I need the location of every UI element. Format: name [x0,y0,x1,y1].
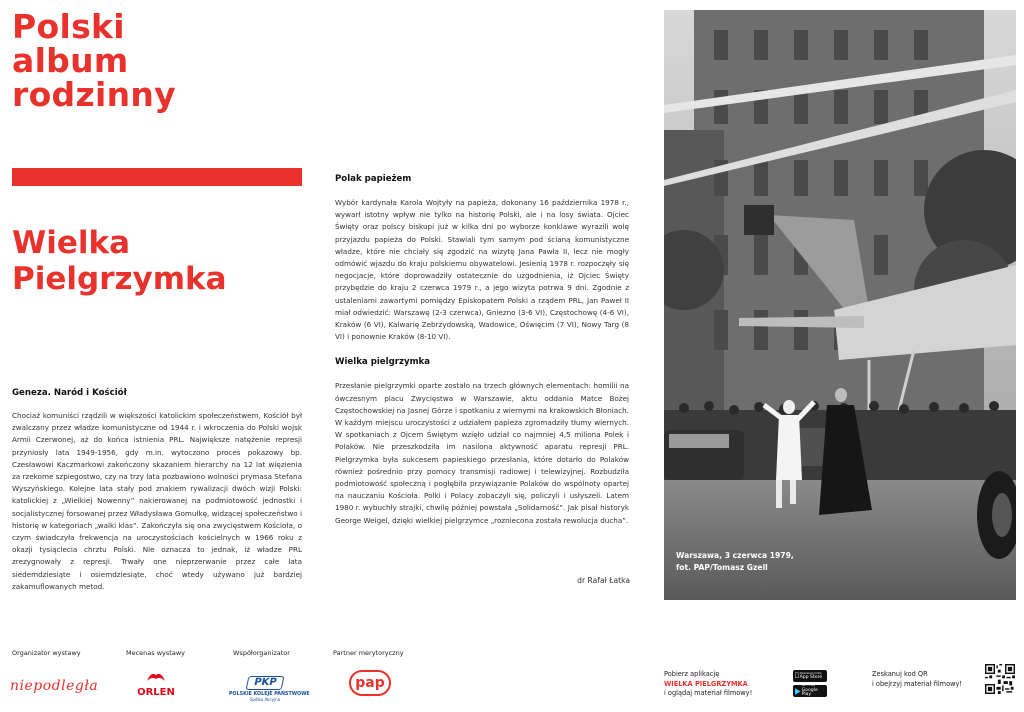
pkp-fullname: POLSKIE KOLEJE PAŃSTWOWE [229,692,310,697]
middle-column [335,174,629,541]
orlen-wordmark: ORLEN [137,687,175,698]
pkp-emblem: PKP [245,676,284,690]
app-promo-line1: Pobierz aplikację [664,670,720,678]
qr-promo-line2: i obejrzyj materiał filmowy! [872,679,963,688]
red-divider-bar [12,168,302,186]
app-promo-line3: i oglądaj materiał filmowy! [664,689,753,697]
pkp-logo [229,670,310,702]
google-play-text: Google Play [801,687,818,698]
pkp-company: Spółka Akcyjna [249,697,281,702]
niepodlegla-logo: niepodległa [10,678,99,694]
exhibition-title: Wielka Pielgrzymka [12,225,227,297]
patron-label: Mecenas wystawy [126,649,185,657]
orlen-logo [134,668,178,698]
historical-photo [664,10,1016,600]
app-store-small-text: Download on the [796,671,819,675]
pole-pope-heading: Polak papieżem [335,174,412,184]
eagle-icon [145,669,167,683]
app-name: WIELKA PIELGRZYMKA [664,679,748,688]
genesis-section [12,388,302,593]
app-store-badge[interactable] [793,670,827,682]
play-icon [795,688,801,695]
pilgrimage-heading: Wielka pielgrzymka [335,357,431,368]
pap-wordmark: pap [355,675,385,691]
qr-promo-line1: Zeskanuj kod QR [872,670,928,678]
pilgrimage-text: Przesłanie pielgrzymki oparte zostało na trzech głównych elementach: homilii na ówczesnym placu Zwycięstwa w Warszawie, aktu oddania Matce Bożej Częstochowskiej na Jasnej Górze i spotkaniu z wiernymi na krakowskich Błoniach. W każdym miejscu uroczystości z udziałem papieża zgromadziły tłumy wiernych. W spotkaniach z Ojcem Świętym wzięło udział co najmniej 4,5 miliona Polek i Polaków. Nie przeszkodziła im nasilona aktywność aparatu represji PRL. Pielgrzymka była sukcesem papieskiego przesłania, które dotarło do Polaków również pośrednio przy pomocy transmisji radiowej i telewizyjnej. Rozbudziła podmiotowość społeczną i pogłębiła przywiązanie Polaków do wspólnoty opartej na nauczaniu Kościoła. Polki i Polacy zobaczyli się, policzyli i usłyszeli. Latem 1980 r. wybuchły strajki, chwilę później powstała „Solidarność”. Jak pisał historyk George Weigel, dzięki wielkiej pielgrzymce „rozniecona została rewolucja ducha”. [335,381,629,525]
photo-caption [676,550,876,573]
photo-caption-credit: fot. PAP/Tomasz Gzell [676,562,768,572]
google-play-badge[interactable] [793,685,827,697]
app-store-text: App Store [796,675,819,680]
photo-caption-place: Warszawa, 3 czerwca 1979, [676,551,794,560]
coorganizer-label: Współorganizator [233,649,290,657]
photo-illustration [664,10,1016,600]
author-signature: dr Rafał Łatka [577,576,630,585]
google-play-small-text: GET IT ON [801,684,815,688]
organizer-label: Organizator wystawy [12,649,81,657]
qr-code[interactable] [985,664,1015,694]
pole-pope-text: Wybór kardynała Karola Wojtyły na papieża, dokonany 16 października 1978 r., wywarł istotny wpływ nie tylko na historię Polski, ale i na losy świata. Ojciec Święty oraz polscy biskupi już w kilka dni po wyborze konklawe wyrazili wolę przyjazdu papieża do Polski. Stawiali tym samym pod ścianą komunistyczne władze, które nie chciały się zgodzić na wizytę Jana Pawła II, lecz nie mogły odmówić wjazdu do kraju polskiemu obywatelowi. Jesienią 1978 r. rozpoczęły się negocjacje, które doprowadziły ostatecznie do uzgodnienia, iż Ojciec Święty przybędzie do kraju 2 czerwca 1979 r., a jego wizyta potrwa 9 dni. Zgodnie z ustaleniami zawartymi pomiędzy Episkopatem Polski a rządem PRL, Jan Paweł II miał odwiedzić: Warszawę (2-3 czerwca), Gniezno (3-6 VI), Częstochowę (4-6 VI), Kraków (6 VI), Kalwarię Zebrzydowską, Wadowice, Oświęcim (7 VI), Nowy Targ (8 VI) i ponownie Kraków (8-10 VI). [335,198,629,342]
app-promo [664,670,752,699]
series-title: Polski album rodzinny [12,7,176,114]
genesis-heading: Geneza. Naród i Kościół [12,388,127,398]
genesis-text: Chociaż komuniści rządzili w większości katolickim społeczeństwem, Kościół był zwalczany przez władze komunistyczne od 1944 r. i wkroczenia do Polski wojsk Armii Czerwonej, aż do końca istnienia PRL. Największe natężenie represji przyniosły lata 1949-1956, gdy m.in. wytoczono proces pokazowy bp. Czesławowi Kaczmarkowi zakończony skazaniem hierarchy na 12 lat więzienia za rzekome szpiegostwo, czy na trzy lata pozbawiono wolności prymasa Stefana Wyszyńskiego. Kolejne lata stały pod znakiem rywalizacji dwóch wizji Polski: katolickiej z „Wielkiej Nowenny” nakierowanej na podmiotowość jednostki i socjalistycznej forsowanej przez Władysława Gomułkę, widzącej społeczeństwo i historię w kategoriach „walki klas”. Zakończyła się ona zwycięstwem Kościoła, o czym świadczyła frekwencja na uroczystościach kościelnych w 1966 roku z okazji tysiąclecia chrztu Polski. Nie oznacza to jednak, iż władze PRL zrezygnowały z represji. Trwały one nieprzerwanie przez całe lata siedemdziesiąte i osiemdziesiąte, choć wtedy używano już bardziej zakamuflowanych metod. [12,411,302,591]
apple-icon [795,673,799,679]
qr-promo [872,670,962,689]
pap-logo [349,670,391,696]
partner-label: Partner merytoryczny [333,649,404,657]
